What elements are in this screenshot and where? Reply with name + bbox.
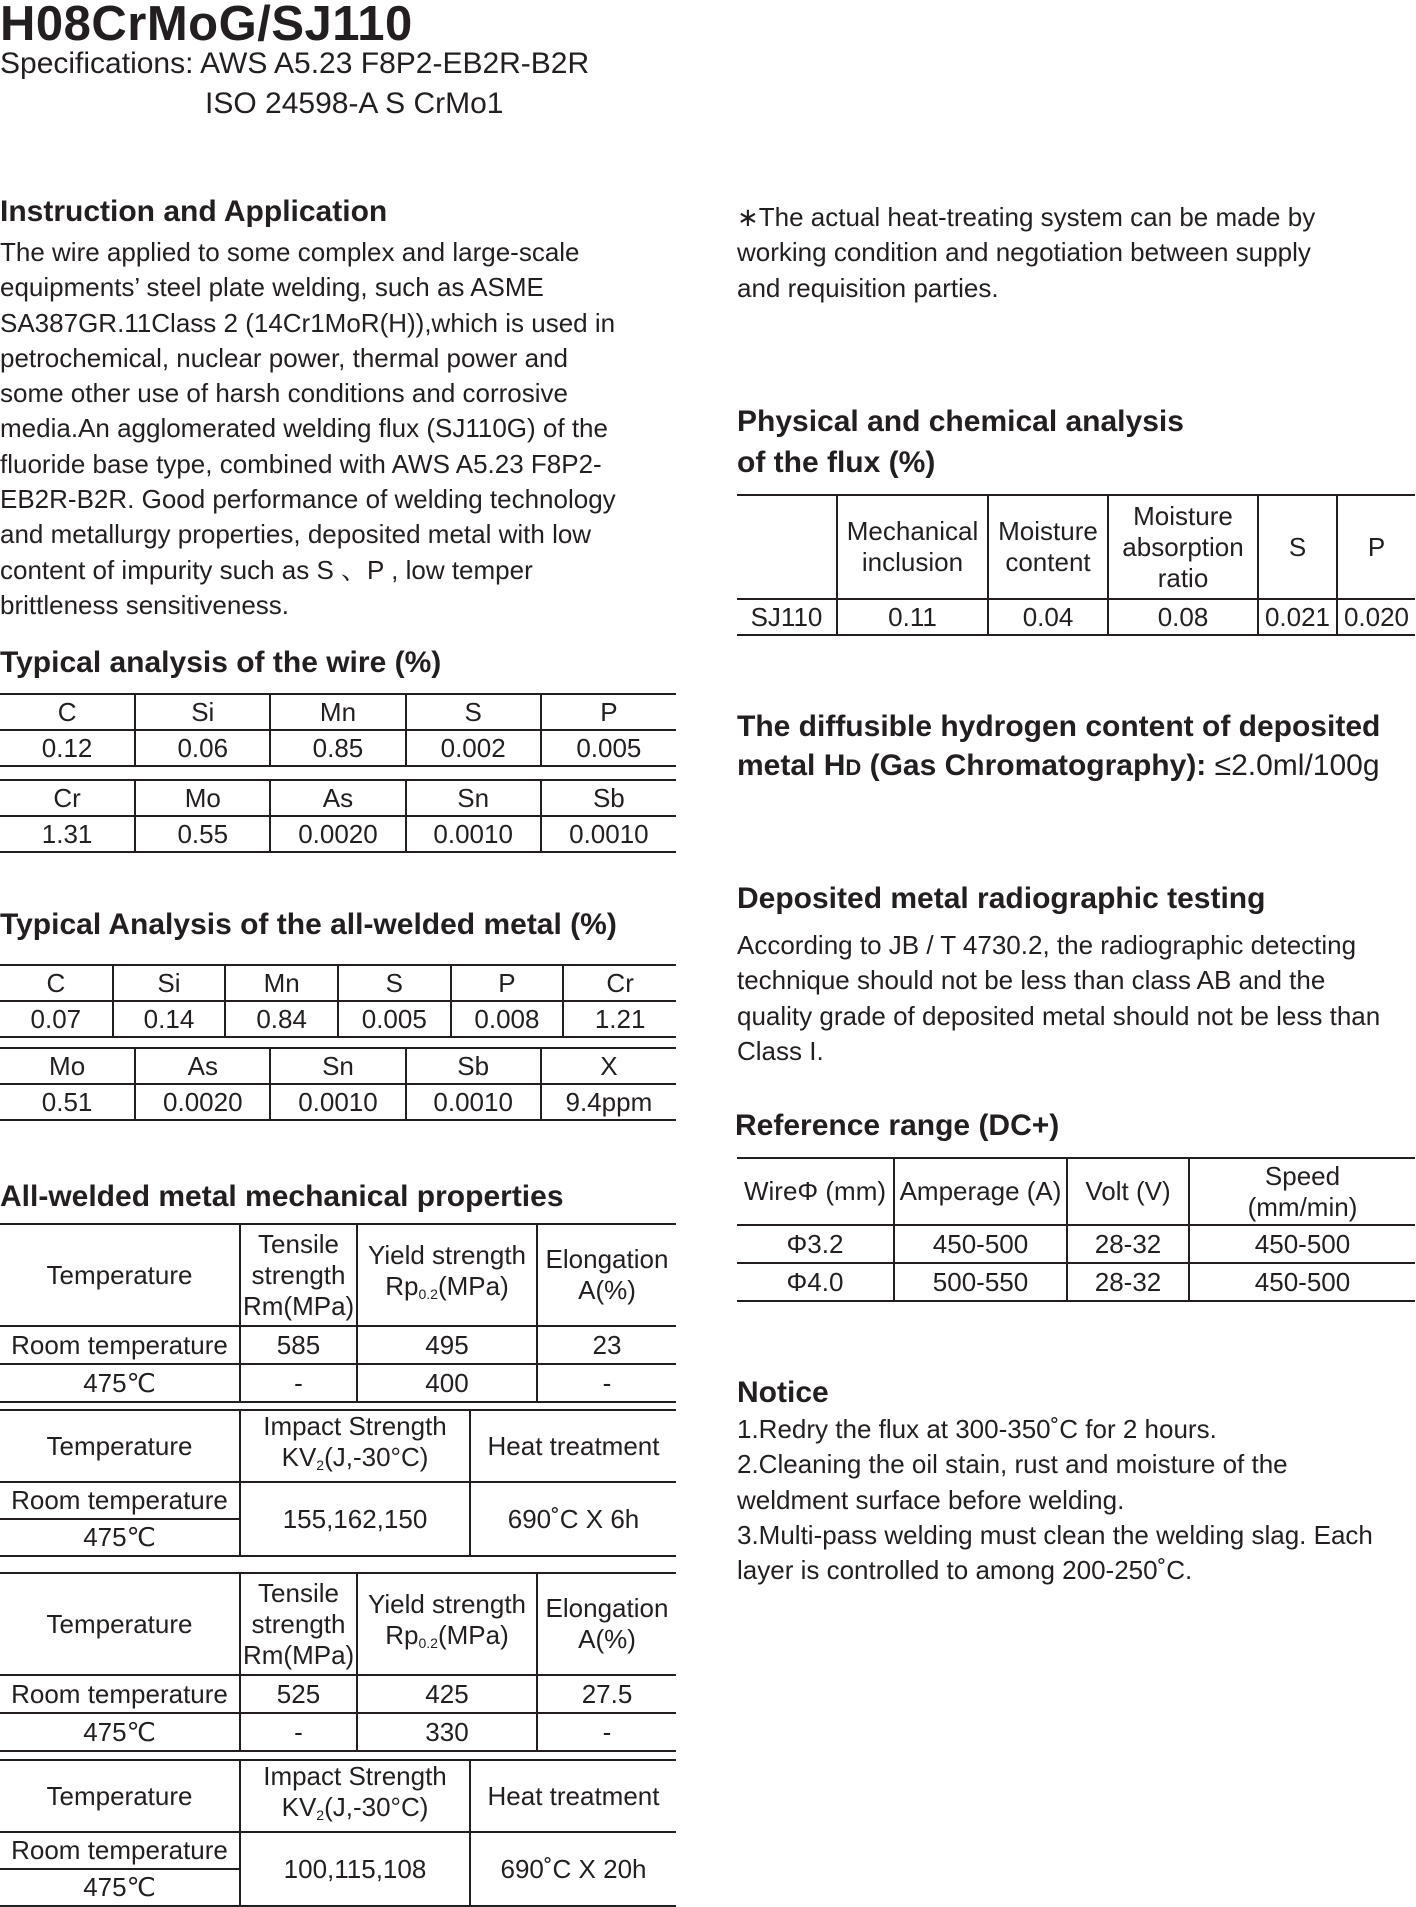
heat-treatment-value: 690˚C X 20h [470, 1832, 676, 1906]
notice-title: Notice [737, 1376, 829, 1409]
element-header: S [338, 965, 451, 1001]
element-header: Sb [406, 1048, 541, 1084]
flux-value: 0.020 [1337, 599, 1415, 635]
element-value: 0.005 [338, 1001, 451, 1037]
impact-value: 155,162,150 [240, 1482, 470, 1556]
flux-header-line: inclusion [861, 547, 964, 577]
element-value: 0.0020 [135, 1084, 270, 1120]
yield-header-line [360, 1271, 534, 1310]
tensile-value: - [240, 1713, 357, 1751]
ref-header-wire: WireΦ (mm) [737, 1158, 894, 1225]
element-header: X [541, 1048, 676, 1084]
flux-header-line: absorption [1122, 531, 1244, 562]
weld-analysis-table-1 [0, 964, 676, 1038]
row-475: 475℃ [0, 1869, 240, 1906]
tensile-value: - [240, 1364, 357, 1402]
col-elongation-header [537, 1573, 676, 1675]
col-yield-header [357, 1224, 537, 1326]
col-heat-header: Heat treatment [470, 1760, 676, 1832]
col-heat-header: Heat treatment [470, 1410, 676, 1482]
element-header: Mn [270, 694, 405, 730]
flux-header-moisture-absorption [1108, 495, 1258, 599]
flux-header-moisture-content [988, 495, 1108, 599]
tensile-header-line: strength [251, 1259, 346, 1290]
elongation-value: 27.5 [537, 1675, 676, 1713]
flux-header-p: P [1337, 495, 1415, 599]
elongation-header-line: Elongation [545, 1593, 669, 1623]
impact-header-line [243, 1442, 467, 1481]
notice-item: weldment surface before welding. [737, 1484, 1125, 1515]
yield-header-line: Yield strength [367, 1240, 527, 1270]
instruction-line: brittleness sensitiveness. [0, 589, 290, 620]
reference-range-table [737, 1157, 1415, 1302]
ref-header-speed [1189, 1158, 1415, 1225]
notice-item: layer is controlled to among 200-250˚C. [737, 1555, 1193, 1586]
yield-header-line: Yield strength [367, 1589, 527, 1619]
element-value: 0.0010 [406, 816, 541, 852]
element-header: P [451, 965, 564, 1001]
col-tensile-header [240, 1224, 357, 1326]
element-value: 0.06 [135, 730, 270, 766]
col-impact-header [240, 1760, 470, 1832]
element-header: Mn [225, 965, 338, 1001]
element-header: C [0, 694, 135, 730]
elongation-value: 23 [537, 1326, 676, 1364]
element-value: 0.85 [270, 730, 405, 766]
tensile-value: 585 [240, 1326, 357, 1364]
hydrogen-value: ≤2.0ml/100g [1214, 749, 1380, 782]
instruction-line: media.An agglomerated welding flux (SJ110G) of the [0, 413, 608, 444]
radiographic-line: quality grade of deposited metal should not be less than [737, 1000, 1381, 1031]
element-value: 0.55 [135, 816, 270, 852]
element-header: P [541, 694, 676, 730]
row-room-temperature: Room temperature [0, 1675, 240, 1713]
tensile-header-line: Rm(MPa) [243, 1639, 355, 1670]
elongation-value: - [537, 1713, 676, 1751]
notice-item: 3.Multi-pass welding must clean the welding slag. Each [737, 1519, 1373, 1550]
wire-analysis-title: Typical analysis of the wire (%) [0, 646, 442, 679]
instruction-line: content of impurity such as S 、P , low temper [0, 554, 533, 585]
col-temperature-header: Temperature [0, 1760, 240, 1832]
element-header: Si [135, 694, 270, 730]
ref-wire-value: Φ3.2 [737, 1225, 894, 1263]
col-tensile-header [240, 1573, 357, 1675]
yield-value: 425 [357, 1675, 537, 1713]
product-title: H08CrMoG/SJ110 [0, 0, 413, 51]
tensile-value: 525 [240, 1675, 357, 1713]
element-header: Sb [541, 780, 676, 816]
element-value: 0.0020 [270, 816, 405, 852]
impact-subscript: 2 [316, 1457, 325, 1473]
specification-line-2: ISO 24598-A S CrMo1 [205, 87, 504, 120]
flux-value: 0.11 [837, 599, 988, 635]
instruction-paragraph [0, 235, 680, 623]
element-value: 1.31 [0, 816, 135, 852]
element-header: Sn [406, 780, 541, 816]
notice-item: 1.Redry the flux at 300-350˚C for 2 hours. [737, 1414, 1217, 1444]
flux-header-mechanical-inclusion [837, 495, 988, 599]
yield-subscript: 0.2 [418, 1286, 438, 1302]
instruction-line: equipments’ steel plate welding, such as ASME [0, 272, 544, 303]
element-header: Mo [0, 1048, 135, 1084]
element-value: 0.0010 [541, 816, 676, 852]
row-room-temperature: Room temperature [0, 1482, 240, 1519]
note-line: ∗The actual heat-treating system can be made by [737, 202, 1316, 232]
radiographic-line: According to JB / T 4730.2, the radiographic detecting [737, 930, 1357, 960]
flux-analysis-title-line-2: of the flux (%) [737, 446, 936, 479]
flux-header-line: Moisture [1133, 500, 1233, 531]
element-value: 0.005 [541, 730, 676, 766]
impact-unit: (J,-30°C) [324, 1442, 429, 1472]
mechanical-impact-table-1 [0, 1409, 676, 1557]
impact-symbol: KV [281, 1442, 317, 1472]
radiographic-line: technique should not be less than class AB and the [737, 965, 1326, 996]
flux-header-line: Moisture [998, 516, 1098, 546]
tensile-header-line: Tensile [258, 1228, 339, 1259]
yield-unit: (MPa) [437, 1271, 509, 1301]
element-header: As [135, 1048, 270, 1084]
element-value: 1.21 [563, 1001, 676, 1037]
impact-subscript: 2 [316, 1807, 325, 1823]
elongation-value: - [537, 1364, 676, 1402]
flux-header-line: Mechanical [846, 516, 979, 546]
wire-analysis-table-1 [0, 693, 676, 767]
element-header: S [406, 694, 541, 730]
element-header: Cr [0, 780, 135, 816]
weld-analysis-title: Typical Analysis of the all-welded metal (%) [0, 908, 617, 941]
element-value: 0.12 [0, 730, 135, 766]
impact-value: 100,115,108 [240, 1832, 470, 1906]
weld-analysis-table-2 [0, 1047, 676, 1121]
flux-header-s: S [1258, 495, 1337, 599]
specification-line-1: Specifications: AWS A5.23 F8P2-EB2R-B2R [0, 47, 590, 80]
hydrogen-label: metal H [737, 749, 846, 782]
element-header: C [0, 965, 113, 1001]
element-value: 0.14 [113, 1001, 226, 1037]
instruction-line: some other use of harsh conditions and corrosive [0, 378, 568, 409]
yield-subscript: 0.2 [418, 1635, 438, 1651]
hydrogen-line-2 [737, 746, 1380, 788]
element-value: 0.07 [0, 1001, 113, 1037]
impact-header-line [243, 1792, 467, 1831]
elongation-header-line: A(%) [578, 1624, 636, 1654]
yield-value: 495 [357, 1326, 537, 1364]
notice-list [737, 1412, 1412, 1588]
row-475: 475℃ [0, 1519, 240, 1556]
speed-header-line: (mm/min) [1247, 1191, 1358, 1222]
yield-symbol: Rp [385, 1620, 419, 1650]
element-value: 0.002 [406, 730, 541, 766]
flux-row-label: SJ110 [737, 599, 837, 635]
reference-title: Reference range (DC+) [735, 1109, 1060, 1142]
flux-value: 0.04 [988, 599, 1108, 635]
flux-analysis-table [737, 494, 1415, 636]
flux-value: 0.08 [1108, 599, 1258, 635]
element-value: 0.0010 [406, 1084, 541, 1120]
element-header: Si [113, 965, 226, 1001]
elongation-header-line: Elongation [545, 1244, 669, 1274]
col-yield-header [357, 1573, 537, 1675]
instruction-line: petrochemical, nuclear power, thermal power and [0, 342, 568, 373]
mechanical-tensile-table-2 [0, 1572, 676, 1752]
col-elongation-header [537, 1224, 676, 1326]
impact-unit: (J,-30°C) [324, 1792, 429, 1822]
ref-speed-value: 450-500 [1189, 1225, 1415, 1263]
element-header: Mo [135, 780, 270, 816]
element-value: 0.51 [0, 1084, 135, 1120]
col-temperature-header: Temperature [0, 1573, 240, 1675]
note-line: working condition and negotiation between supply [737, 237, 1311, 268]
element-header: Sn [270, 1048, 405, 1084]
hydrogen-subscript: D [845, 755, 862, 780]
element-value: 0.0010 [270, 1084, 405, 1120]
hydrogen-method: (Gas Chromatography): [861, 749, 1215, 782]
yield-symbol: Rp [385, 1271, 419, 1301]
element-value: 0.84 [225, 1001, 338, 1037]
col-temperature-header: Temperature [0, 1224, 240, 1326]
tensile-header-line: Rm(MPa) [243, 1290, 355, 1321]
heat-treatment-value: 690˚C X 6h [470, 1482, 676, 1556]
radiographic-paragraph [737, 928, 1407, 1069]
heat-treatment-note [737, 200, 1397, 306]
radiographic-line: Class I. [737, 1035, 824, 1066]
tensile-header-line: strength [251, 1608, 346, 1639]
hydrogen-line-1: The diffusible hydrogen content of deposited [737, 710, 1381, 743]
instruction-line: SA387GR.11Class 2 (14Cr1MoR(H)),which is used in [0, 307, 616, 338]
instruction-line: and metallurgy properties, deposited metal with low [0, 519, 592, 550]
instruction-line: fluoride base type, combined with AWS A5.23 F8P2- [0, 448, 602, 479]
yield-value: 330 [357, 1713, 537, 1751]
impact-header-line: Impact Strength [263, 1411, 447, 1441]
flux-corner-cell [737, 495, 837, 599]
mechanical-tensile-table-1 [0, 1223, 676, 1403]
tensile-header-line: Tensile [258, 1577, 339, 1608]
yield-header-line [360, 1620, 534, 1659]
radiographic-title: Deposited metal radiographic testing [737, 882, 1266, 915]
col-temperature-header: Temperature [0, 1410, 240, 1482]
flux-header-line: ratio [1157, 562, 1209, 593]
ref-speed-value: 450-500 [1189, 1263, 1415, 1301]
row-room-temperature: Room temperature [0, 1832, 240, 1869]
instruction-line: EB2R-B2R. Good performance of welding technology [0, 484, 616, 515]
ref-header-volt: Volt (V) [1067, 1158, 1189, 1225]
flux-value: 0.021 [1258, 599, 1337, 635]
wire-analysis-table-2 [0, 779, 676, 853]
notice-item: 2.Cleaning the oil stain, rust and moisture of the [737, 1449, 1288, 1480]
mechanical-title: All-welded metal mechanical properties [0, 1180, 564, 1213]
note-line: and requisition parties. [737, 272, 999, 303]
elongation-header-line: A(%) [578, 1275, 636, 1305]
element-header: Cr [563, 965, 676, 1001]
element-header: As [270, 780, 405, 816]
yield-value: 400 [357, 1364, 537, 1402]
element-value: 0.008 [451, 1001, 564, 1037]
flux-header-line: content [1005, 547, 1091, 577]
ref-volt-value: 28-32 [1067, 1225, 1189, 1263]
row-room-temperature: Room temperature [0, 1326, 240, 1364]
ref-wire-value: Φ4.0 [737, 1263, 894, 1301]
row-475: 475℃ [0, 1713, 240, 1751]
impact-symbol: KV [281, 1792, 317, 1822]
yield-unit: (MPa) [437, 1620, 509, 1650]
ref-amperage-value: 450-500 [894, 1225, 1067, 1263]
instruction-line: The wire applied to some complex and large-scale [0, 237, 580, 267]
ref-header-amperage: Amperage (A) [894, 1158, 1067, 1225]
speed-header-line: Speed [1264, 1160, 1341, 1191]
element-value: 9.4ppm [541, 1084, 676, 1120]
ref-amperage-value: 500-550 [894, 1263, 1067, 1301]
instruction-title: Instruction and Application [0, 195, 388, 228]
mechanical-impact-table-2 [0, 1759, 676, 1907]
col-impact-header [240, 1410, 470, 1482]
impact-header-line: Impact Strength [263, 1761, 447, 1791]
row-475: 475℃ [0, 1364, 240, 1402]
flux-analysis-title-line-1: Physical and chemical analysis [737, 405, 1184, 438]
ref-volt-value: 28-32 [1067, 1263, 1189, 1301]
